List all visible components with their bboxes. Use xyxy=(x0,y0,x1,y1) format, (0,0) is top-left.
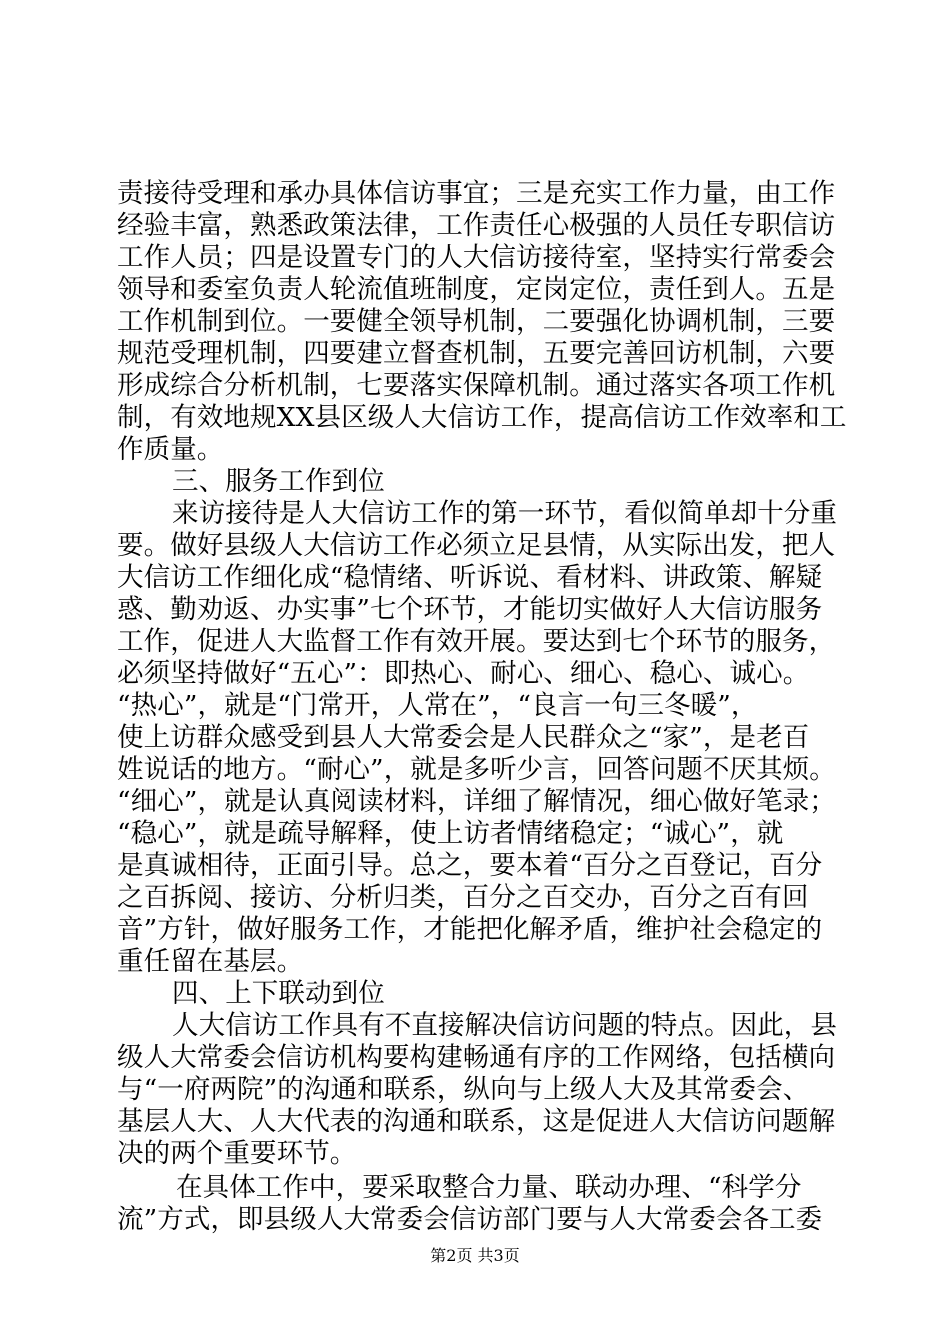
text-line: 要。做好县级人大信访工作必须立足县情，从实际出发，把人 xyxy=(117,530,836,561)
text-line: 大信访工作细化成“稳情绪、听诉说、看材料、讲政策、解疑 xyxy=(117,562,823,593)
text-line: 流”方式，即县级人大常委会信访部门要与人大常委会各工委 xyxy=(117,1204,823,1235)
text-line: 工作，促进人大监督工作有效开展。要达到七个环节的服务， xyxy=(117,626,836,657)
text-line: 使上访群众感受到县人大常委会是人民群众之“家”，是老百 xyxy=(117,722,810,753)
text-line: 之百拆阅、接访、分析归类，百分之百交办，百分之百有回 xyxy=(117,882,809,913)
text-line: 在具体工作中，要采取整合力量、联动办理、“科学分 xyxy=(176,1172,802,1203)
page-number-footer: 第2页 共3页 xyxy=(430,1246,520,1265)
text-line: 重任留在基层。 xyxy=(117,946,304,977)
text-line: 级人大常委会信访机构要构建畅通有序的工作网络，包括横向 xyxy=(117,1042,836,1073)
text-line: 必须坚持做好“五心”：即热心、耐心、细心、稳心、诚心。 xyxy=(117,658,810,689)
text-line: “热心”，就是“门常开，人常在”，“良言一句三冬暖”， xyxy=(117,690,758,721)
text-line: 领导和委室负责人轮流值班制度，定岗定位，责任到人。五是 xyxy=(117,274,836,305)
text-line: 与“一府两院”的沟通和联系，纵向与上级人大及其常委会、 xyxy=(117,1074,810,1105)
text-line: 音”方针，做好服务工作，才能把化解矛盾，维护社会稳定的 xyxy=(117,914,823,945)
text-line: 经验丰富，熟悉政策法律，工作责任心极强的人员任专职信访 xyxy=(117,210,836,241)
text-line: 作质量。 xyxy=(117,434,224,465)
text-line: 人大信访工作具有不直接解决信访问题的特点。因此，县 xyxy=(172,1010,837,1041)
text-line: 姓说话的地方。“耐心”，就是多听少言，回答问题不厌其烦。 xyxy=(117,754,836,785)
text-line: 工作机制到位。一要健全领导机制，二要强化协调机制，三要 xyxy=(117,306,836,337)
text-line: 惑、勤劝返、办实事”七个环节，才能切实做好人大信访服务 xyxy=(117,594,823,625)
text-line: “细心”，就是认真阅读材料，详细了解情况，细心做好笔录； xyxy=(117,786,836,817)
text-line: 制，有效地规XX县区级人大信访工作，提高信访工作效率和工 xyxy=(117,402,847,433)
text-line: 基层人大、人大代表的沟通和联系，这是促进人大信访问题解 xyxy=(117,1106,836,1137)
text-line: 责接待受理和承办具体信访事宜；三是充实工作力量，由工作 xyxy=(117,178,836,209)
text-line: “稳心”，就是疏导解释，使上访者情绪稳定；“诚心”，就 xyxy=(117,818,784,849)
text-line: 规范受理机制，四要建立督查机制，五要完善回访机制，六要 xyxy=(117,338,836,369)
text-line: 形成综合分析机制，七要落实保障机制。通过落实各项工作机 xyxy=(117,370,836,401)
text-line: 是真诚相待，正面引导。总之，要本着“百分之百登记，百分 xyxy=(117,850,823,881)
section-heading: 四、上下联动到位 xyxy=(172,978,385,1009)
section-heading: 三、服务工作到位 xyxy=(172,466,385,497)
text-line: 来访接待是人大信访工作的第一环节，看似简单却十分重 xyxy=(172,498,837,529)
text-line: 工作人员；四是设置专门的人大信访接待室，坚持实行常委会 xyxy=(117,242,836,273)
text-line: 决的两个重要环节。 xyxy=(117,1138,357,1169)
